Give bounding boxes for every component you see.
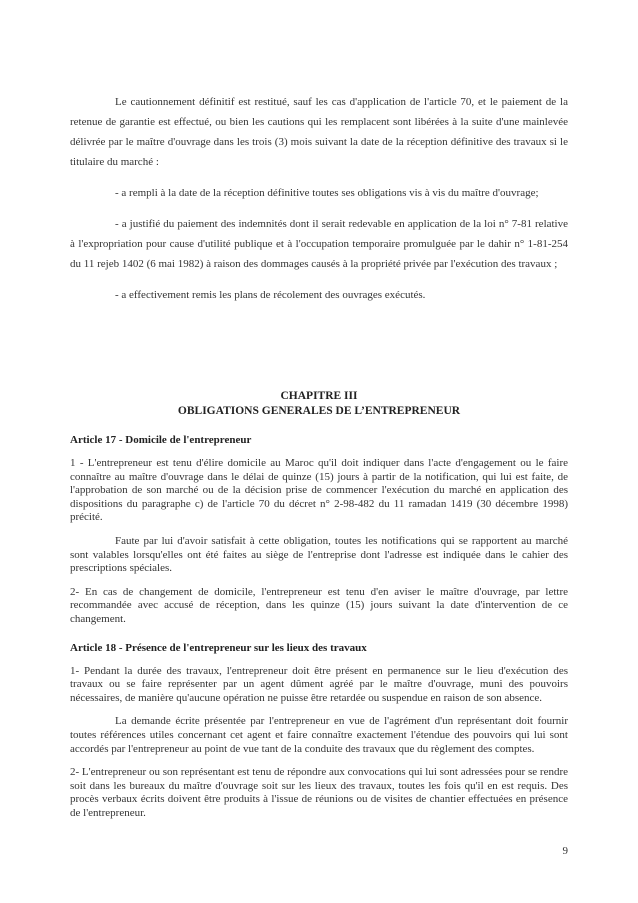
article-17-paragraph-1: 1 - L'entrepreneur est tenu d'élire domicile au Maroc qu'il doit indiquer dans l'acte d'engagement ou le faire connaître au maître d'ouvrage dans le délai de quinze (15) jours à partir de la notification, qui lui est faite, de l'approbation de son marché ou de la décision prise de commencer l'exécution du marché en application des dispositions du paragraphe c) de l'article 70 du décret n° 2-98-482 du 11 ramadan 1419 (30 décembre 1998) précité. bbox=[70, 457, 568, 524]
article-17-heading: Article 17 - Domicile de l'entrepreneur bbox=[70, 434, 252, 446]
intro-paragraph: Le cautionnement définitif est restitué, sauf les cas d'application de l'article 70, et le paiement de la retenue de garantie est effectué, ou bien les cautions qui les remplacent sont libérées à la suite d'une mainlevée délivrée par le maître d'ouvrage dans les trois (3) mois suivant la date de la réception définitive des travaux si le titulaire du marché : bbox=[70, 96, 568, 168]
article-18-paragraph-1: 1- Pendant la durée des travaux, l'entrepreneur doit être présent en permanence sur le lieu d'exécution des travaux ou se faire représenter par un agent dûment agréé par le maître d'ouvrage, muni des pouvoirs nécessaires, de manière qu'aucune opération ne puisse être retardée ou suspendue en raison de son absence. bbox=[70, 664, 568, 704]
article-18-paragraph-3: 2- L'entrepreneur ou son représentant est tenu de répondre aux convocations qui lui sont adressées pour se rendre soit dans les bureaux du maître d'ouvrage soit sur les lieux des travaux, toutes les fois qu'il en est requis. Des procès verbaux écrits doivent être produits à l'issue de réunions ou de visites de chantier effectuées en présence de l'entrepreneur. bbox=[70, 766, 568, 819]
article-18-heading: Article 18 - Présence de l'entrepreneur sur les lieux des travaux bbox=[70, 641, 367, 654]
chapter-title: CHAPITRE III bbox=[280, 390, 358, 402]
list-item-indemnites: - a justifié du paiement des indemnités dont il serait redevable en application de la loi n° 7-81 relative à l'expropriation pour cause d'utilité publique et à l'occupation temporaire promulguée par le dahir n° 1-81-254 du 11 rejeb 1402 (6 mai 1982) à raison des dommages causés à la propriété privée par l'exécution des travaux ; bbox=[70, 218, 568, 270]
article-18-paragraph-2: La demande écrite présentée par l'entrepreneur en vue de l'agrément d'un représentant doit fournir toutes références utiles concernant cet agent et faire connaître exactement l'étendue des pouvoirs qui lui sont accordés par l'entrepreneur au point de vue tant de la conduite des travaux que du règlement des comptes. bbox=[70, 715, 568, 755]
chapter-subtitle: OBLIGATIONS GENERALES DE L’ENTREPRENEUR bbox=[177, 405, 461, 417]
chapter-heading bbox=[70, 389, 568, 419]
article-17-paragraph-3: 2- En cas de changement de domicile, l'entrepreneur est tenu d'en aviser le maître d'ouvrage, par lettre recommandée avec accusé de réception, dans les quinze (15) jours suivant la date d'intervention de ce changement. bbox=[70, 585, 568, 625]
list-item-plans-recolement: - a effectivement remis les plans de récolement des ouvrages exécutés. bbox=[115, 289, 426, 301]
page-number: 9 bbox=[562, 845, 568, 857]
list-item-obligations: - a rempli à la date de la réception définitive toutes ses obligations vis à vis du maître d'ouvrage; bbox=[115, 187, 539, 199]
article-17-paragraph-2: Faute par lui d'avoir satisfait à cette obligation, toutes les notifications qui se rapportent au marché sont valables lorsqu'elles ont été faites au siège de l'entreprise dont l'adresse est indiquée dans le cahier des prescriptions spéciales. bbox=[70, 534, 568, 575]
